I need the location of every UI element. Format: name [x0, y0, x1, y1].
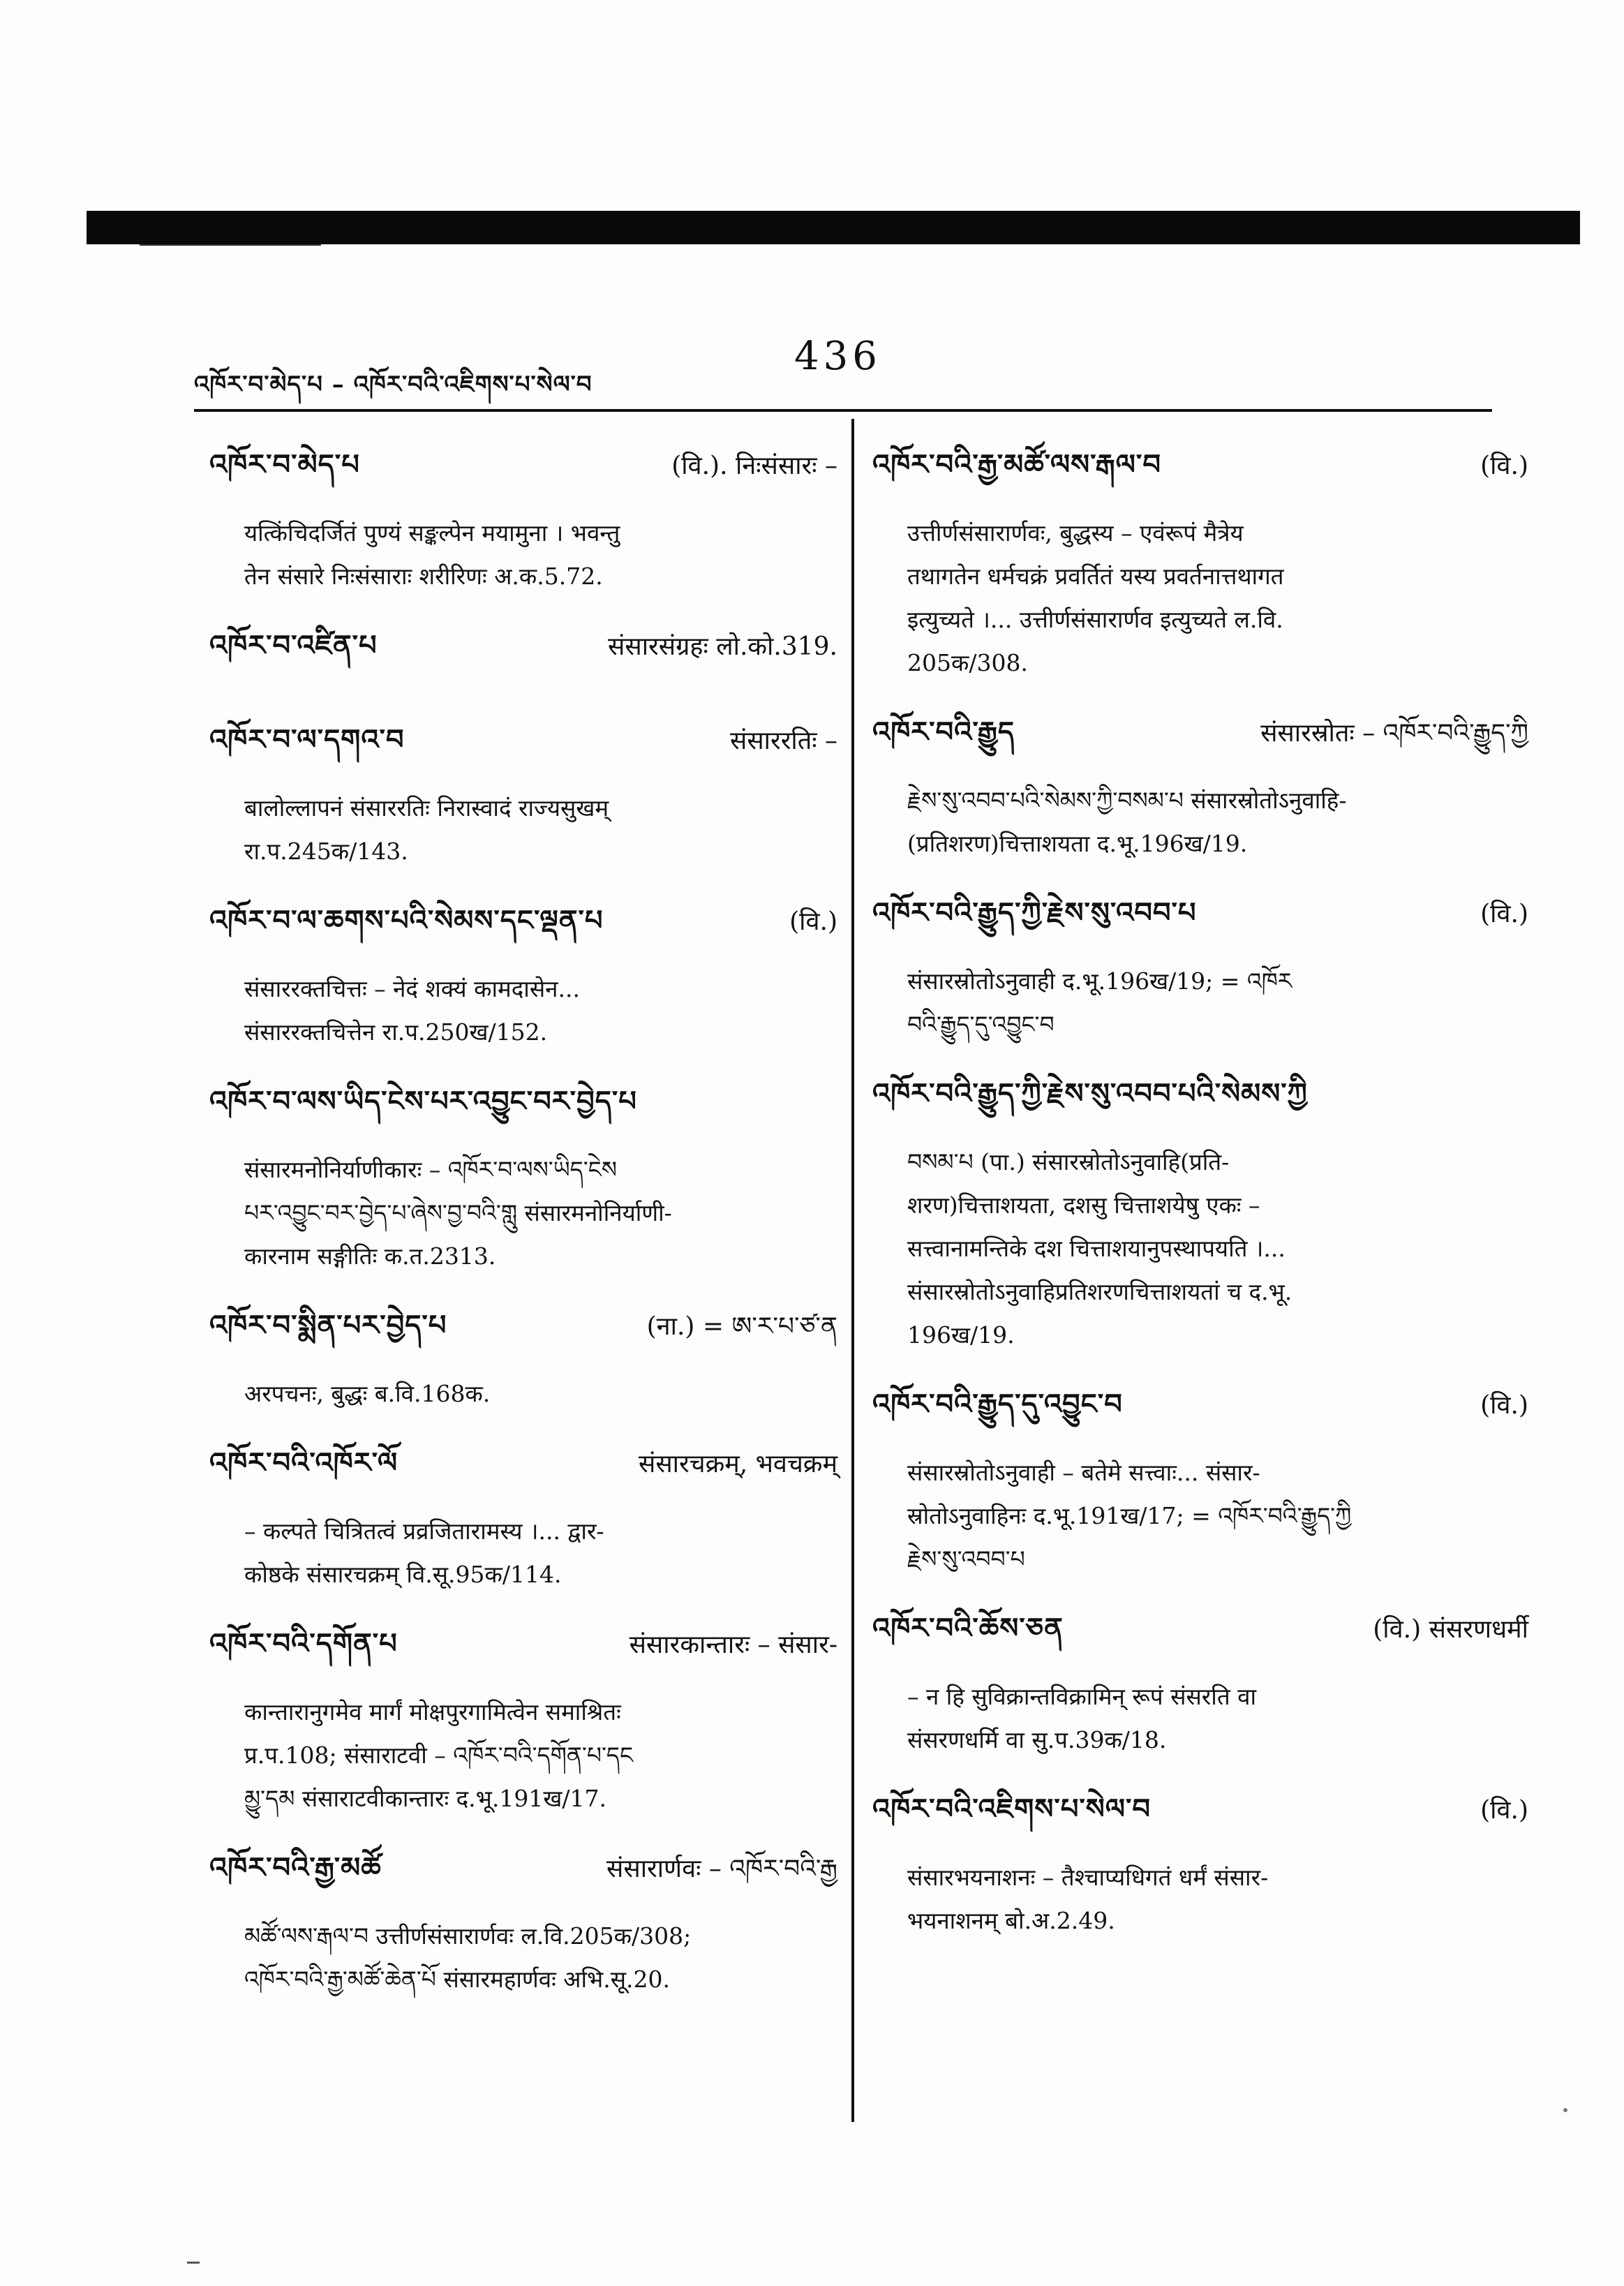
headword-gloss: संसारचक्रम्, भवचक्रम् [638, 1450, 837, 1478]
headword-gloss: (वि.). निःसंसारः – [671, 452, 837, 480]
dictionary-entry [872, 881, 1528, 1046]
headword-gloss: (वि.) [789, 907, 837, 936]
headword-gloss: (ना.) = ཨ་ར་པ་ཙ་ན [646, 1312, 837, 1341]
entry-text-line: བསམ་པ (पा.) संसारस्रोतोऽनुवाहि(प्रति- [907, 1148, 1230, 1175]
dictionary-entry [209, 1612, 837, 1820]
tibetan-headword: འཁོར་བའི་དགོན་པ [209, 1627, 398, 1660]
entry-text-line: उत्तीर्णसंसारार्णवः, बुद्धस्य – एवंरूपं मैत्रेय [907, 519, 1244, 547]
tibetan-headword: འཁོར་བའི་འཁོར་ལོ [209, 1446, 398, 1479]
tibetan-headword: འཁོར་བ་མེད་པ [209, 448, 360, 481]
entry-headline [872, 1777, 1528, 1856]
headword-gloss: संसारस्रोतः – འཁོར་བའི་རྒྱུད་ཀྱི [1260, 719, 1528, 748]
entry-text-line: संसारस्रोतोऽनुवाही द.भू.196ख/19; = འཁོར [907, 967, 1293, 995]
dictionary-entry [209, 1293, 837, 1416]
right-column [872, 433, 1528, 1958]
entry-text-line: अरपचनः, बुद्धः ब.वि.168क. [244, 1380, 491, 1407]
entry-text-line: रा.प.245क/143. [244, 838, 408, 865]
entry-text-line: པར་འབྱུང་བར་བྱེད་པ་ཞེས་བྱ་བའི་གླུ संसारमनोनिर्याणी- [244, 1199, 672, 1226]
tibetan-headword: འཁོར་བའི་རྒྱུད་དུ་འབྱུང་བ [872, 1388, 1123, 1420]
entry-text-line: भयनाशनम् बो.अ.2.49. [907, 1907, 1115, 1934]
entry-text-line: संसाररक्तचित्तेन रा.प.250ख/152. [244, 1018, 548, 1046]
entry-text-line: མྱུ་དམ संसाराटवीकान्तारः द.भू.191ख/17. [244, 1785, 606, 1812]
headword-gloss: (वि.) [1480, 452, 1528, 480]
entry-headline [209, 1431, 837, 1510]
headword-gloss: संसारकान्तारः – संसार- [629, 1631, 837, 1659]
entry-text-line: कारनाम सङ्गीतिः क.त.2313. [244, 1242, 496, 1270]
tibetan-headword: འཁོར་བའི་རྒྱ་མཚོ [209, 1851, 382, 1884]
entry-text-line: (प्रतिशरण)चित्ताशयता द.भू.196ख/19. [907, 830, 1248, 857]
column-divider [851, 419, 854, 2122]
dictionary-entry [209, 614, 837, 692]
tibetan-headword: འཁོར་བའི་རྒྱུད་ཀྱི་རྗེས་སུ་འབབ་པའི་སེམས་ཀྱི [872, 1077, 1308, 1110]
left-column [209, 433, 837, 2017]
entry-text-line: स्रोतोऽनुवाहिनः द.भू.191ख/17; = འཁོར་བའི་རྒྱུད་ཀྱི [907, 1502, 1352, 1529]
dictionary-entry [872, 1596, 1528, 1762]
page-number: 436 [794, 334, 881, 379]
tibetan-headword: འཁོར་བའི་རྒྱུད [872, 715, 1015, 748]
entry-text-line: यत्किंचिदर्जितं पुण्यं सङ्कल्पेन मयामुना । भवन्तु [244, 519, 620, 547]
tibetan-headword: འཁོར་བ་ལ་དགའ་བ [209, 723, 405, 756]
tibetan-headword: འཁོར་བའི་རྒྱ་མཚོ་ལས་རྒལ་བ [872, 448, 1161, 481]
entry-text-line: तेन संसारे निःसंसाराः शरीरिणः अ.क.5.72. [244, 563, 603, 590]
headword-gloss: संसाररतिः – [729, 727, 837, 755]
headword-gloss: संसारसंग्रहः लो.को.319. [608, 632, 837, 661]
speck [187, 2262, 200, 2264]
entry-text-line: संसारमनोनिर्याणीकारः – འཁོར་བ་ལས་ཡིད་ངེས [244, 1156, 617, 1183]
entry-headline [872, 1596, 1528, 1675]
entry-headline [209, 889, 837, 967]
headword-gloss: संसारार्णवः – འཁོར་བའི་རྒྱ [606, 1855, 837, 1883]
header-rule [194, 409, 1492, 412]
tibetan-headword: འཁོར་བ་སྨིན་པར་བྱེད་པ [209, 1309, 447, 1342]
entry-text-line: कान्तारानुगमेव मार्गं मोक्षपुरगामित्वेन समाश्रितः [244, 1698, 621, 1725]
entry-headline [872, 881, 1528, 960]
entry-text-line: རྗེས་སུ་འབབ་པ [907, 1545, 1025, 1573]
tibetan-headword: འཁོར་བ་ལ་ཆགས་པའི་སེམས་དང་ལྡན་པ [209, 904, 604, 937]
entry-headline [209, 1293, 837, 1372]
entry-headline [209, 614, 837, 692]
tibetan-headword: འཁོར་བ་ལས་ཡིད་ངེས་པར་འབྱུང་བར་བྱེད་པ [209, 1085, 637, 1118]
entry-text-line: संसरणधर्मि वा सु.प.39क/18. [907, 1726, 1167, 1753]
dictionary-entry [209, 708, 837, 873]
entry-headline [872, 700, 1528, 779]
dictionary-entry [872, 700, 1528, 866]
speck [1563, 2108, 1567, 2112]
running-title: འཁོར་བ་མེད་པ – འཁོར་བའི་འཇིགས་པ་སེལ་བ [194, 371, 593, 399]
dictionary-entry [872, 1372, 1528, 1581]
entry-text-line: རྗེས་སུ་འབབ་པའི་སེམས་ཀྱི་བསམ་པ संसारस्रोतोऽनुवाहि- [907, 787, 1347, 814]
headword-gloss: (वि.) [1480, 900, 1528, 928]
dictionary-entry [872, 433, 1528, 685]
dictionary-entry [872, 1777, 1528, 1943]
tibetan-headword: འཁོར་བ་འཛིན་པ [209, 629, 378, 662]
entry-text-line: शरण)चित्ताशयता, दशसु चित्ताशयेषु एकः – [907, 1192, 1260, 1219]
dictionary-entry [209, 1431, 837, 1596]
headword-gloss: (वि.) [1480, 1391, 1528, 1420]
entry-text-line: – कल्पते चित्रितत्वं प्रव्रजितारामस्य ।... द्वार- [244, 1517, 604, 1545]
entry-text-line: བའི་རྒྱུད་དུ་འབྱུང་བ [907, 1011, 1055, 1038]
entry-headline [209, 708, 837, 787]
tibetan-headword: འཁོར་བའི་འཇིགས་པ་སེལ་བ [872, 1793, 1152, 1825]
headword-gloss: (वि.) [1480, 1796, 1528, 1825]
entry-text-line: कोष्ठके संसारचक्रम् वि.सू.95क/114. [244, 1561, 562, 1588]
entry-text-line: – न हि सुविक्रान्तविक्रामिन् रूपं संसरति वा [907, 1683, 1257, 1710]
top-rule-bar [87, 211, 1580, 244]
entry-text-line: 205क/308. [907, 649, 1028, 676]
dictionary-entry [209, 889, 837, 1054]
page-header [194, 334, 1506, 403]
entry-text-line: संसारस्रोतोऽनुवाहिप्रतिशरणचित्ताशयतां च द.भू. [907, 1278, 1293, 1305]
entry-headline [209, 1612, 837, 1691]
entry-headline [872, 1062, 1528, 1141]
entry-text-line: तथागतेन धर्मचक्रं प्रवर्तितं यस्य प्रवर्तनात्तथागत [907, 563, 1284, 590]
entry-headline [872, 1372, 1528, 1451]
entry-headline [872, 433, 1528, 512]
tibetan-headword: འཁོར་བའི་རྒྱུད་ཀྱི་རྗེས་སུ་འབབ་པ [872, 896, 1197, 929]
dictionary-entry [209, 1069, 837, 1278]
entry-headline [209, 433, 837, 512]
entry-text-line: མཚོ་ལས་རྒལ་བ उत्तीर्णसंसारार्णवः ल.वि.205क/308; [244, 1922, 692, 1950]
entry-text-line: सत्त्वानामन्तिके दश चित्ताशयानुपस्थापयति ।... [907, 1235, 1286, 1262]
entry-headline [209, 1069, 837, 1148]
dictionary-entry [209, 433, 837, 598]
entry-text-line: बालोल्लापनं संसाररतिः निरास्वादं राज्यसुखम् [244, 794, 609, 822]
entry-headline [209, 1836, 837, 1915]
entry-text-line: संसारस्रोतोऽनुवाही – बतेमे सत्त्वाः... संसार- [907, 1459, 1260, 1486]
entry-text-line: 196ख/19. [907, 1321, 1015, 1349]
entry-text-line: संसाररक्तचित्तः – नेदं शक्यं कामदासेन... [244, 975, 580, 1002]
dictionary-entry [209, 1836, 837, 2001]
tibetan-headword: འཁོར་བའི་ཆོས་ཅན [872, 1612, 1064, 1645]
headword-gloss: (वि.) संसरणधर्मी [1373, 1615, 1528, 1644]
entry-text-line: प्र.प.108; संसाराटवी – འཁོར་བའི་དགོན་པ་དང [244, 1742, 634, 1769]
entry-text-line: इत्युच्यते ।... उत्तीर्णसंसारार्णव इत्युच्यते ल.वि. [907, 606, 1283, 633]
entry-text-line: संसारभयनाशनः – तैश्चाप्यधिगतं धर्मं संसार- [907, 1864, 1269, 1891]
dictionary-entry [872, 1062, 1528, 1357]
thin-rule [140, 244, 321, 246]
entry-text-line: འཁོར་བའི་རྒྱ་མཚོ་ཆེན་པོ संसारमहार्णवः अभि.सू.20. [244, 1966, 670, 1993]
